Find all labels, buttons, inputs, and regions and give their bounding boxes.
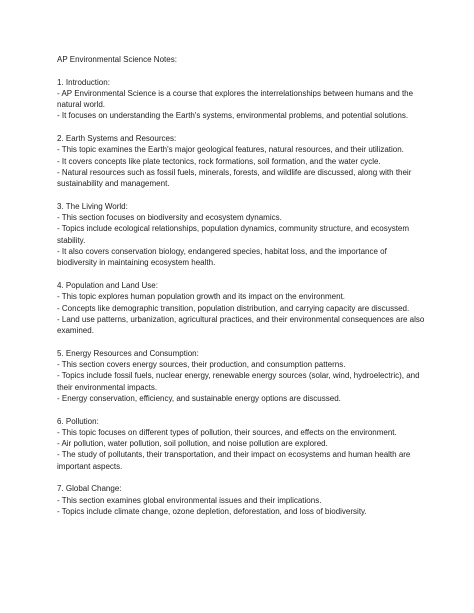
bullet-line: - It covers concepts like plate tectonics, rock formations, soil formation, and the water cycle.: [57, 156, 381, 166]
bullet-line: - Topics include ecological relationships, population dynamics, community structure, and ecosystem stability.: [57, 224, 410, 245]
bullet-line: - Concepts like demographic transition, population distribution, and carrying capacity are discussed.: [57, 303, 410, 313]
section-heading: 7. Global Change:: [57, 484, 122, 494]
bullet-line: - AP Environmental Science is a course that explores the interrelationships between humans and the natural world.: [57, 88, 414, 110]
section-energy-resources: [57, 348, 427, 404]
bullet-line: - This topic examines the Earth's major geological features, natural resources, and their utilization.: [57, 145, 404, 155]
bullet-line: - This section examines global environmental issues and their implications.: [57, 495, 322, 505]
bullet-line: - Energy conservation, efficiency, and sustainable energy options are discussed.: [57, 393, 341, 403]
section-global-change: [57, 483, 427, 517]
section-heading: 3. The Living World:: [57, 201, 128, 211]
section-earth-systems: [57, 133, 427, 189]
bullet-line: - This section covers energy sources, their production, and consumption patterns.: [57, 360, 346, 370]
section-heading: 4. Population and Land Use:: [57, 280, 158, 290]
document-title: AP Environmental Science Notes:: [57, 55, 177, 64]
bullet-line: - Land use patterns, urbanization, agricultural practices, and their environmental consequences are also examined.: [57, 314, 425, 336]
bullet-line: - It also covers conservation biology, endangered species, habitat loss, and the importance of biodiversity in maintaining ecosystem health.: [57, 247, 387, 268]
bullet-line: - The study of pollutants, their transportation, and their impact on ecosystems and human health are important aspects.: [57, 450, 411, 471]
bullet-line: - Topics include fossil fuels, nuclear energy, renewable energy sources (solar, wind, hydroelectric), and their environmental impacts.: [57, 371, 420, 392]
bullet-line: - Air pollution, water pollution, soil pollution, and noise pollution are explored.: [57, 439, 328, 449]
section-heading: 1. Introduction:: [57, 77, 110, 87]
section-heading: 2. Earth Systems and Resources:: [57, 134, 177, 144]
bullet-line: - This section focuses on biodiversity and ecosystem dynamics.: [57, 213, 282, 223]
bullet-line: - This topic explores human population growth and its impact on the environment.: [57, 292, 346, 302]
section-heading: 6. Pollution:: [57, 416, 99, 426]
section-pollution: [57, 416, 427, 472]
bullet-line: - Topics include climate change, ozone depletion, deforestation, and loss of biodiversity.: [57, 506, 367, 516]
bullet-line: - Natural resources such as fossil fuels, minerals, forests, and wildlife are discussed, along with their sustainability and management.: [57, 167, 412, 189]
section-introduction: [57, 77, 427, 122]
bullet-line: - It focuses on understanding the Earth's systems, environmental problems, and potential solutions.: [57, 111, 409, 121]
section-population-land-use: [57, 280, 427, 336]
section-living-world: [57, 201, 427, 269]
document-page: [57, 54, 427, 528]
section-heading: 5. Energy Resources and Consumption:: [57, 348, 199, 358]
bullet-line: - This topic focuses on different types of pollution, their sources, and effects on the environment.: [57, 427, 397, 437]
